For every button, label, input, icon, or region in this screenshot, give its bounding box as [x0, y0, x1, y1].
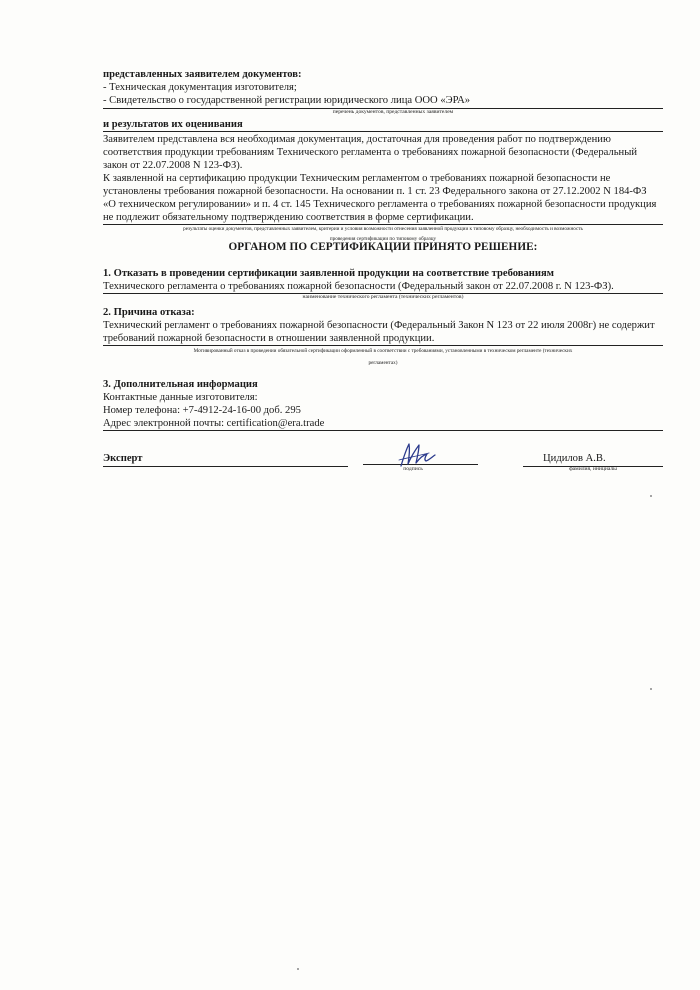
- evaluation-line: Заявителем представлена вся необходимая документация, достаточная для проведения работ по подтверждению: [103, 134, 611, 145]
- decision-3-title: 3. Дополнительная информация: [103, 379, 258, 390]
- signature-role: Эксперт: [103, 452, 348, 467]
- scan-speck: [297, 968, 299, 970]
- documents-item: - Техническая документация изготовителя;: [103, 82, 297, 93]
- evaluation-line: К заявленной на сертификацию продукции Техническим регламентом о требованиях пожарной безопасности не: [103, 173, 611, 184]
- evaluation-line: закон от 22.07.2008 N 123-ФЗ).: [103, 160, 243, 171]
- decision-1-title: 1. Отказать в проведении сертификации заявленной продукции на соответствие требованиям: [103, 268, 554, 279]
- decision-3-line: Адрес электронной почты: certification@era.trade: [103, 417, 663, 431]
- decision-2-caption: регламентах): [368, 360, 398, 366]
- decision-3-line: Номер телефона: +7-4912-24-16-00 доб. 295: [103, 405, 301, 416]
- decision-3: [103, 378, 663, 431]
- decision-1: [103, 267, 663, 301]
- decision-2-title: 2. Причина отказа:: [103, 307, 195, 318]
- decision-1-text: Технического регламента о требованиях пожарной безопасности (Федеральный закон от 22.07.2008 г. N 123-ФЗ).: [103, 280, 663, 294]
- decision-heading-block: [103, 241, 663, 254]
- decision-1-caption: наименование технического регламента (технических регламентов): [302, 294, 464, 300]
- evaluation-caption: проведения сертификации по типовому образцу: [329, 236, 437, 242]
- evaluation-line: установлены требования пожарной безопасности. На основании п. 1 ст. 23 Федерального закона от 27.12.2002 N 184-ФЗ: [103, 186, 647, 197]
- documents-caption: перечень документов, представленных заявителем: [332, 109, 454, 115]
- evaluation-section: [103, 118, 663, 243]
- decision-2-line: Технический регламент о требованиях пожарной безопасности (Федеральный Закон N 123 от 22 июля 2008г) не содержит: [103, 320, 655, 331]
- signature-caption: подпись: [403, 466, 423, 472]
- decision-2: [103, 306, 663, 367]
- decision-2-line: требований пожарной безопасности в отношении заявленной продукции.: [103, 332, 663, 346]
- documents-section: [103, 68, 663, 116]
- scan-speck: [650, 688, 652, 690]
- evaluation-heading: и результатов их оценивания: [103, 118, 663, 132]
- signature-name-caption: фамилия, инициалы: [569, 466, 617, 472]
- evaluation-line: соответствия продукции требованиям Технического регламента о требованиях пожарной безопасности (Федеральный: [103, 147, 637, 158]
- decision-2-caption: Мотивированный отказ в проведении обязательной сертификации оформленный в соответствии с требованиями, установленными в техническом регламенте (технических: [193, 348, 573, 354]
- signature-block: [103, 452, 663, 482]
- documents-heading: представленных заявителем документов:: [103, 69, 302, 80]
- scan-speck: [650, 495, 652, 497]
- documents-item: - Свидетельство о государственной регистрации юридического лица ООО «ЭРА»: [103, 94, 663, 109]
- decision-3-line: Контактные данные изготовителя:: [103, 392, 258, 403]
- signature-name: Цидилов А.В.: [523, 452, 663, 467]
- evaluation-caption: результаты оценки документов, представленных заявителем, критерии и условия возможности отнесения заявленной продукции к типовому образцу, необходимость и возможность: [183, 226, 583, 232]
- evaluation-line: «О техническом регулировании» и п. 4 ст. 145 Технического регламента о требованиях пожарной безопасности продукция: [103, 199, 657, 210]
- decision-heading: ОРГАНОМ ПО СЕРТИФИКАЦИИ ПРИНЯТО РЕШЕНИЕ:: [228, 241, 538, 253]
- evaluation-line: не подлежит обязательному подтверждению соответствия в форме сертификации.: [103, 211, 663, 225]
